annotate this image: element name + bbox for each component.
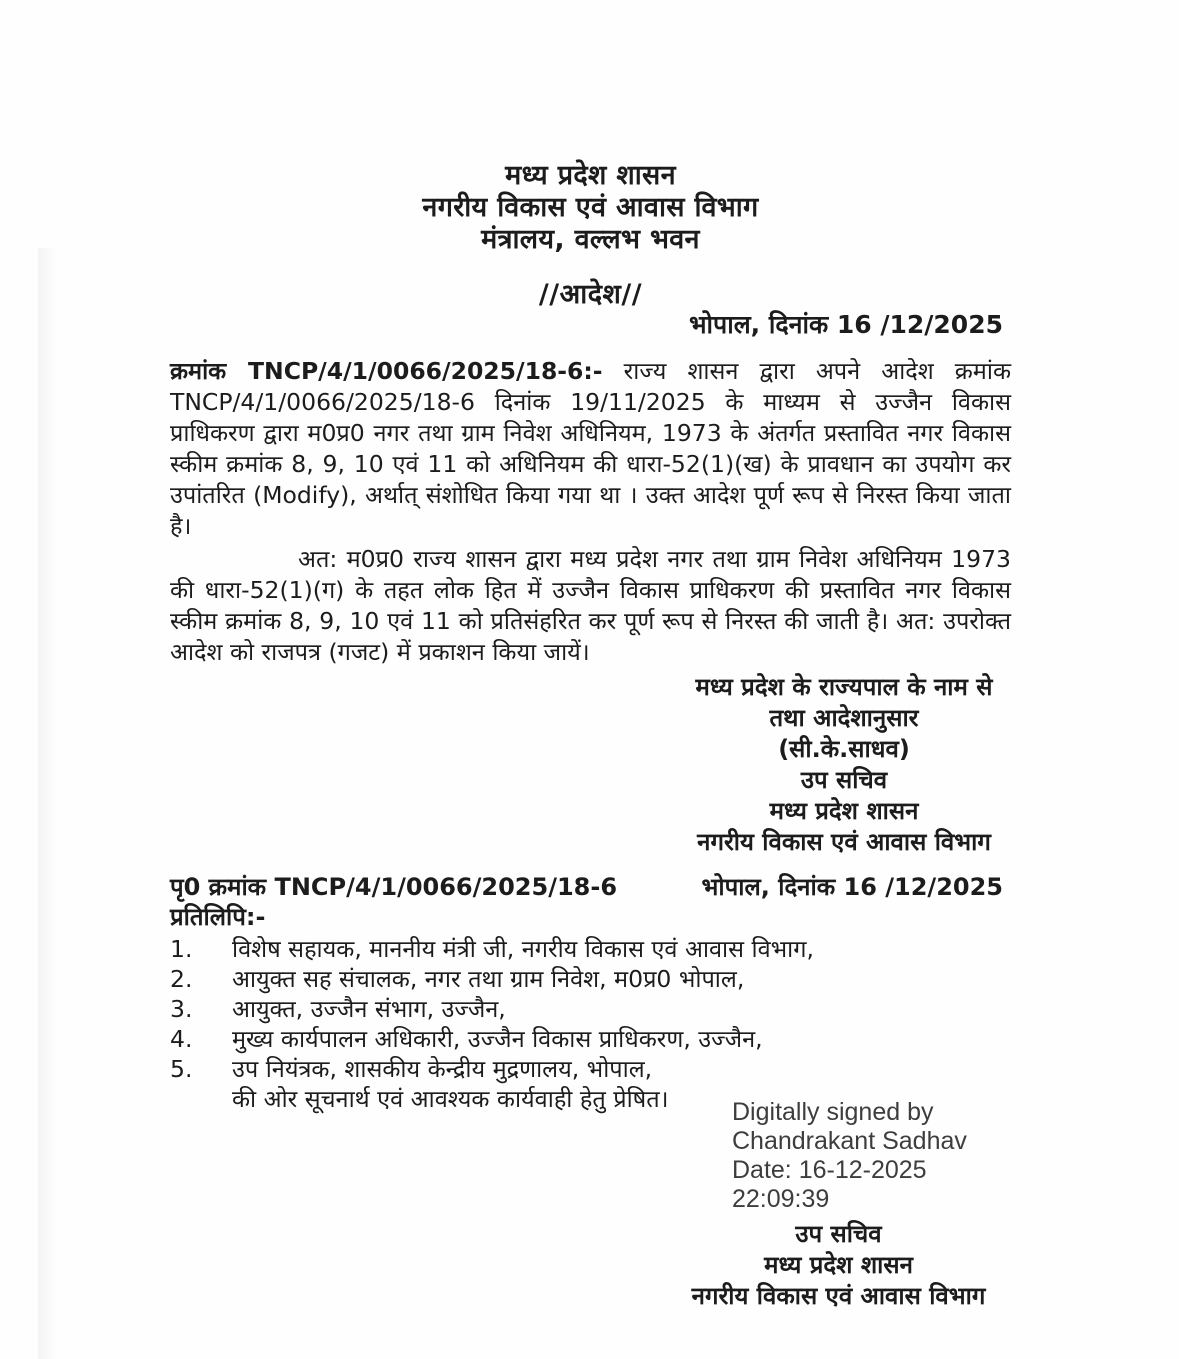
copy-list-item [170,1054,1011,1084]
copy-list-item [170,994,1011,1024]
endorsement-ref-number: पृ0 क्रमांक TNCP/4/1/0066/2025/18-6 [170,873,618,901]
signatory-authority-line: मध्य प्रदेश के राज्यपाल के नाम से [695,673,993,701]
scan-edge-shadow [38,248,56,1359]
copy-list-item [170,1024,1011,1054]
copy-list-item [170,934,1011,964]
copy-item-text: मुख्य कार्यपालन अधिकारी, उज्जैन विकास प्राधिकरण, उज्जैन, [232,1025,763,1053]
digital-signature-time: 22:09:39 [732,1185,830,1213]
government-name: मध्य प्रदेश शासन [505,160,676,191]
footer-signatory-designation: उप सचिव [795,1220,882,1248]
ministry-building-line: मंत्रालय, वल्लभ भवन [481,224,700,255]
document-content [170,0,1011,1312]
endorsement-row [170,872,1011,902]
copy-item-number: 1. [170,935,193,963]
digital-signature-signer: Chandrakant Sadhav [732,1127,967,1155]
digital-signature-date: Date: 16-12-2025 [732,1156,927,1184]
department-name: नगरीय विकास एवं आवास विभाग [422,192,759,223]
footer-signatory-department: नगरीय विकास एवं आवास विभाग [691,1282,986,1310]
digital-signature-block [666,1098,1011,1214]
copy-list-item [170,964,1011,994]
order-heading: //आदेश// [538,279,643,310]
copy-item-number: 2. [170,965,193,993]
copy-to-label: प्रतिलिपि:- [170,903,266,931]
issue-place-date: भोपाल, दिनांक 16 /12/2025 [688,310,1003,339]
order-para-1 [170,356,1011,542]
footer-signatory-government: मध्य प्रदेश शासन [764,1251,913,1279]
copy-item-text: आयुक्त, उज्जैन संभाग, उज्जैन, [232,995,506,1023]
footer-signature-area [666,1098,1011,1312]
copy-item-number: 4. [170,1025,193,1053]
letterhead [170,160,1011,256]
copy-item-text: उप नियंत्रक, शासकीय केन्द्रीय मुद्रणालय, भोपाल, [232,1055,653,1083]
order-para-1-text: राज्य शासन द्वारा अपने आदेश क्रमांक TNCP/4/1/0066/2025/18-6 दिनांक 19/11/2025 के माध्यम से उज्जैन विकास प्राधिकरण द्वारा म0प्र0 नगर तथा ग्राम निवेश अधिनियम, 1973 के अंतर्गत प्रस्तावित नगर विकास स्कीम क्रमांक 8, 9, 10 एवं 11 को अधिनियम की धारा-52(1)(ख) के प्रावधान का उपयोग कर उपांतरित (Modify), अर्थात् संशोधित किया गया था । उक्त आदेश पूर्ण रूप से निरस्त किया जाता है। [170,357,1011,540]
order-reference-number: क्रमांक TNCP/4/1/0066/2025/18-6:- [170,357,603,385]
signatory-government: मध्य प्रदेश शासन [769,797,919,825]
copy-closing-line: की ओर सूचनार्थ एवं आवश्यक कार्यवाही हेतु प्रेषित। [232,1085,669,1113]
endorsement-place-date: भोपाल, दिनांक 16 /12/2025 [701,873,1003,901]
signatory-by-order-line: तथा आदेशानुसार [769,704,919,732]
copy-item-number: 5. [170,1055,193,1083]
order-para-2: अत: म0प्र0 राज्य शासन द्वारा मध्य प्रदेश नगर तथा ग्राम निवेश अधिनियम 1973 की धारा-52(1)(ग) के तहत लोक हित में उज्जैन विकास प्राधिकरण की प्रस्तावित नगर विकास स्कीम क्रमांक 8, 9, 10 एवं 11 को प्रतिसंहरित कर पूर्ण रूप से निरस्त की जाती है। अत: उपरोक्त आदेश को राजपत्र (गजट) में प्रकाशन किया जायें। [170,545,1011,666]
signatory-name: (सी.के.साधव) [778,735,910,763]
copy-closing-spacer [170,1084,232,1114]
signatory-department: नगरीय विकास एवं आवास विभाग [697,828,991,856]
footer-signatory-block [666,1219,1011,1312]
copy-item-text: आयुक्त सह संचालक, नगर तथा ग्राम निवेश, म0प्र0 भोपाल, [232,965,745,993]
copy-item-number: 3. [170,995,193,1023]
copy-distribution-list [170,934,1011,1114]
signatory-block [679,672,1009,858]
copy-item-text: विशेष सहायक, माननीय मंत्री जी, नगरीय विकास एवं आवास विभाग, [232,935,814,963]
signatory-designation: उप सचिव [800,766,888,794]
digital-signature-line: Digitally signed by [732,1098,934,1126]
